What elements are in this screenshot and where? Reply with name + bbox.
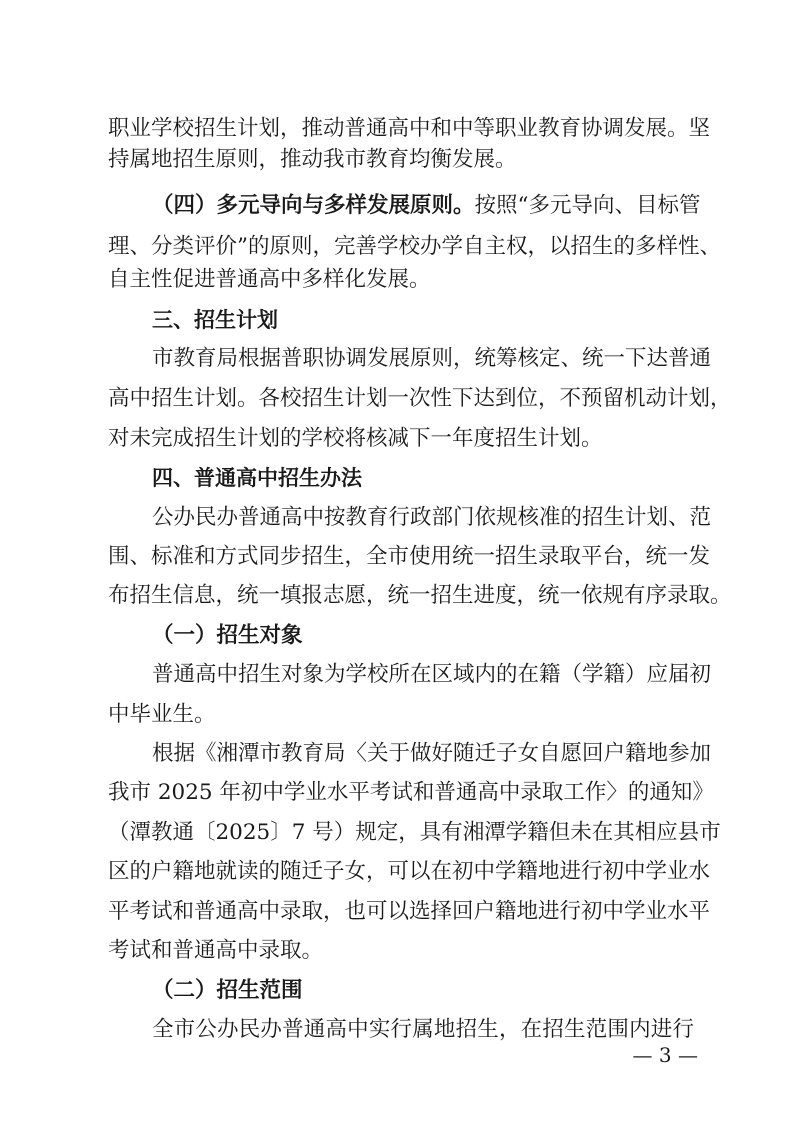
paragraph-line: 持属地招生原则，推动我市教育均衡发展。 [108,147,517,172]
paragraph-line: 高中招生计划。各校招生计划一次性下达到位，不预留机动计划， [108,386,732,411]
subsection-heading-1: （一）招生对象 [152,623,303,648]
subsection-heading-2: （二）招生范围 [152,978,303,1003]
paragraph-line: 普通高中招生对象为学校所在区域内的在籍（学籍）应届初 [152,662,712,687]
paragraph-line: 对未完成招生计划的学校将核减下一年度招生计划。 [108,426,603,451]
principle-4-text: 按照“多元导向、目标管 [474,193,701,218]
section-heading-4: 四、普通高中招生办法 [152,466,362,490]
principle-4-line [152,190,701,222]
paragraph-line: 公办民办普通高中按教育行政部门依规核准的招生计划、范 [152,505,712,530]
page-number: — 3 — [632,1043,698,1067]
paragraph-line: 我市 2025 年初中学业水平考试和普通高中录取工作〉的通知》 [108,780,714,805]
paragraph-line: 理、分类评价”的原则，完善学校办学自主权，以招生的多样性、 [108,234,721,259]
paragraph-line: 区的户籍地就读的随迁子女，可以在初中学籍地进行初中学业水 [108,859,711,884]
paragraph-line: 围、标准和方式同步招生，全市使用统一招生录取平台，统一发 [108,544,711,569]
paragraph-line: 全市公办民办普通高中实行属地招生，在招生范围内进行 [152,1017,694,1042]
paragraph-line: （潭教通〔2025〕7 号）规定，具有湘潭学籍但未在其相应县市 [108,820,721,845]
paragraph-line: 布招生信息，统一填报志愿，统一招生进度，统一依规有序录取。 [108,583,732,608]
paragraph-line: 平考试和普通高中录取，也可以选择回户籍地进行初中学业水平 [108,899,711,924]
section-heading-3: 三、招生计划 [152,308,278,332]
paragraph-line: 中毕业生。 [108,702,216,727]
paragraph-line: 职业学校招生计划，推动普通高中和中等职业教育协调发展。坚 [108,116,711,141]
paragraph-line: 根据《湘潭市教育局〈关于做好随迁子女自愿回户籍地参加 [152,741,712,766]
paragraph-line: 考试和普通高中录取。 [108,938,324,963]
principle-4-title: （四）多元导向与多样发展原则。 [152,193,475,218]
paragraph-line: 自主性促进普通高中多样化发展。 [108,267,431,292]
paragraph-line: 市教育局根据普职协调发展原则，统筹核定、统一下达普通 [152,346,712,371]
